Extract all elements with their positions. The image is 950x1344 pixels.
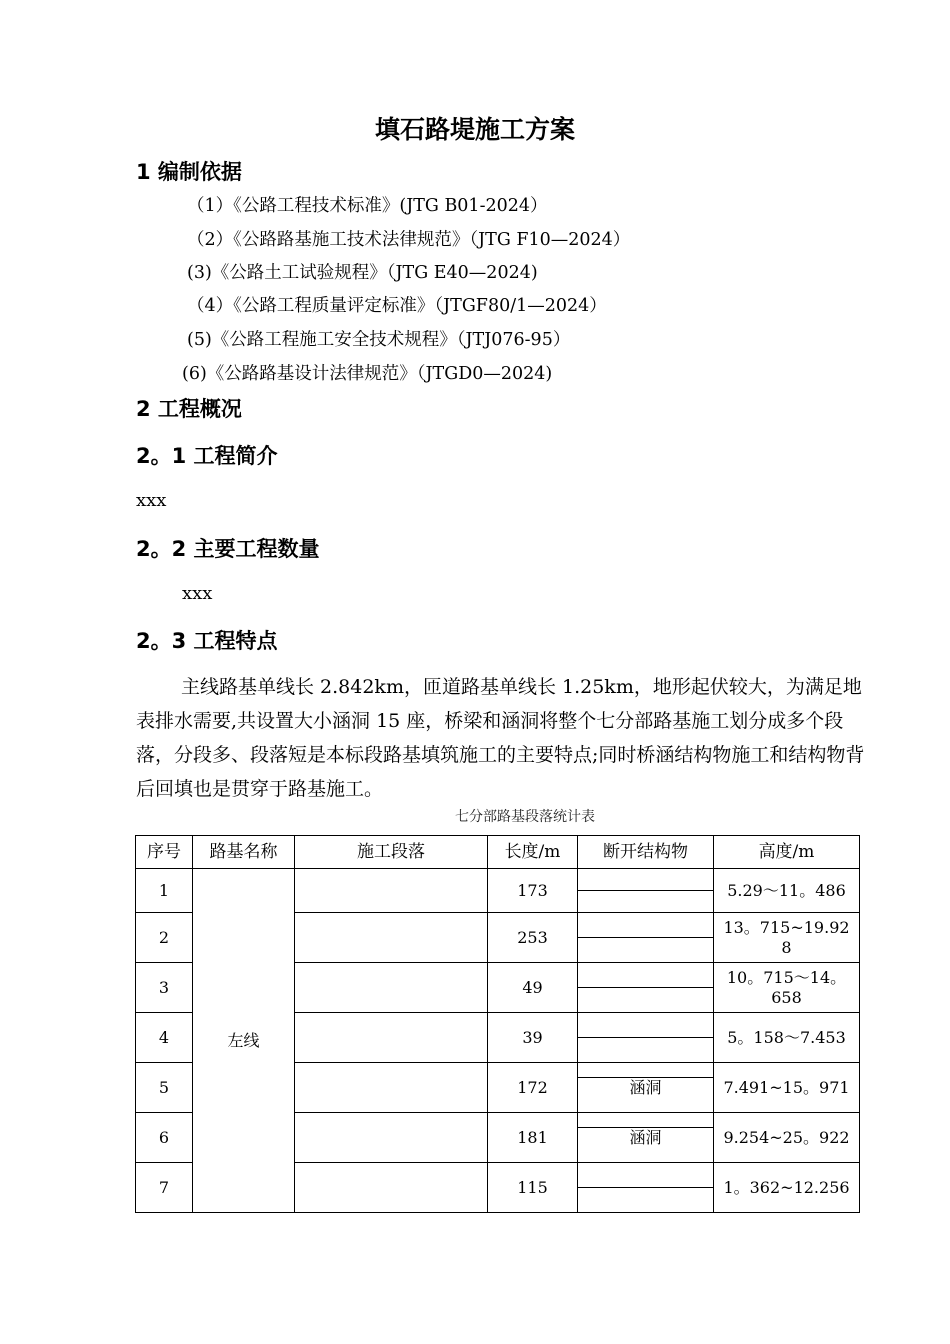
structure-cell bbox=[578, 1013, 714, 1063]
segment-cell bbox=[295, 963, 488, 1013]
header-cell: 路基名称 bbox=[193, 836, 295, 869]
section-2-heading: 2 工程概况 bbox=[136, 397, 242, 421]
structure-bottom bbox=[578, 890, 713, 891]
table-row bbox=[136, 869, 860, 913]
structure-bottom: 涵洞 bbox=[578, 1127, 713, 1148]
subsection-2-1-text: xxx bbox=[136, 490, 167, 511]
height-cell: 13。715~19.928 bbox=[714, 913, 860, 963]
row-number: 6 bbox=[136, 1113, 193, 1163]
structure-cell bbox=[578, 1163, 714, 1213]
structure-bottom bbox=[578, 1187, 713, 1188]
structure-cell bbox=[578, 1063, 714, 1113]
section-1-heading: 1 编制依据 bbox=[136, 160, 242, 184]
structure-bottom bbox=[578, 987, 713, 988]
height-cell: 1。362~12.256 bbox=[714, 1163, 860, 1213]
structure-bottom bbox=[578, 1037, 713, 1038]
row-number: 2 bbox=[136, 913, 193, 963]
length-cell: 172 bbox=[488, 1063, 578, 1113]
row-number: 7 bbox=[136, 1163, 193, 1213]
row-number: 5 bbox=[136, 1063, 193, 1113]
subsection-2-2-heading: 2。2 主要工程数量 bbox=[136, 537, 320, 561]
structure-bottom bbox=[578, 937, 713, 938]
header-cell: 长度/m bbox=[488, 836, 578, 869]
document-title: 填石路堤施工方案 bbox=[374, 115, 575, 144]
structure-cell bbox=[578, 963, 714, 1013]
segment-statistics-table bbox=[135, 835, 860, 1213]
length-cell: 173 bbox=[488, 869, 578, 913]
reference-item: （1）《公路工程技术标准》(JTG B01-2024） bbox=[187, 196, 548, 216]
height-cell: 5。158～7.453 bbox=[714, 1013, 860, 1063]
header-cell: 高度/m bbox=[714, 836, 860, 869]
structure-cell bbox=[578, 1113, 714, 1163]
project-features-paragraph bbox=[136, 670, 866, 806]
height-cell: 9.254~25。922 bbox=[714, 1113, 860, 1163]
reference-item: （4）《公路工程质量评定标准》（JTGF80/1—2024） bbox=[187, 296, 607, 316]
road-name-cell: 左线 bbox=[193, 869, 295, 1213]
segment-cell bbox=[295, 1063, 488, 1113]
height-cell: 5.29～11。486 bbox=[714, 869, 860, 913]
segment-cell bbox=[295, 913, 488, 963]
segment-cell bbox=[295, 1013, 488, 1063]
paragraph-text: 主线路基单线长 2.842km，匝道路基单线长 1.25km，地形起伏较大，为满足地表排水需要,共设置大小涵洞 15 座，桥梁和涵洞将整个七分部路基施工划分成多个段落，分段多、段落短是本标段路基填筑施工的主要特点;同时桥涵结构物施工和结构物背后回填也是贯穿于路基施工。 bbox=[136, 676, 865, 800]
structure-bottom: 涵洞 bbox=[578, 1077, 713, 1098]
length-cell: 49 bbox=[488, 963, 578, 1013]
row-number: 3 bbox=[136, 963, 193, 1013]
subsection-2-3-heading: 2。3 工程特点 bbox=[136, 629, 278, 653]
header-cell: 施工段落 bbox=[295, 836, 488, 869]
row-number: 4 bbox=[136, 1013, 193, 1063]
header-cell: 序号 bbox=[136, 836, 193, 869]
subsection-2-1-heading: 2。1 工程简介 bbox=[136, 444, 278, 468]
length-cell: 181 bbox=[488, 1113, 578, 1163]
structure-cell bbox=[578, 869, 714, 913]
segment-cell bbox=[295, 1113, 488, 1163]
table-caption: 七分部路基段落统计表 bbox=[455, 809, 595, 825]
header-cell: 断开结构物 bbox=[578, 836, 714, 869]
reference-item: (5)《公路工程施工安全技术规程》（JTJ076-95） bbox=[187, 330, 571, 350]
height-cell: 10。715～14。658 bbox=[714, 963, 860, 1013]
row-number: 1 bbox=[136, 869, 193, 913]
reference-item: (6)《公路路基设计法律规范》（JTGD0—2024) bbox=[182, 364, 553, 384]
segment-cell bbox=[295, 869, 488, 913]
structure-cell bbox=[578, 913, 714, 963]
reference-item: (3)《公路土工试验规程》（JTG E40—2024) bbox=[187, 263, 538, 283]
length-cell: 115 bbox=[488, 1163, 578, 1213]
table-header-row bbox=[136, 836, 860, 869]
reference-item: （2）《公路路基施工技术法律规范》（JTG F10—2024） bbox=[187, 230, 631, 250]
height-cell: 7.491~15。971 bbox=[714, 1063, 860, 1113]
segment-cell bbox=[295, 1163, 488, 1213]
subsection-2-2-text: xxx bbox=[182, 583, 213, 604]
length-cell: 39 bbox=[488, 1013, 578, 1063]
length-cell: 253 bbox=[488, 913, 578, 963]
